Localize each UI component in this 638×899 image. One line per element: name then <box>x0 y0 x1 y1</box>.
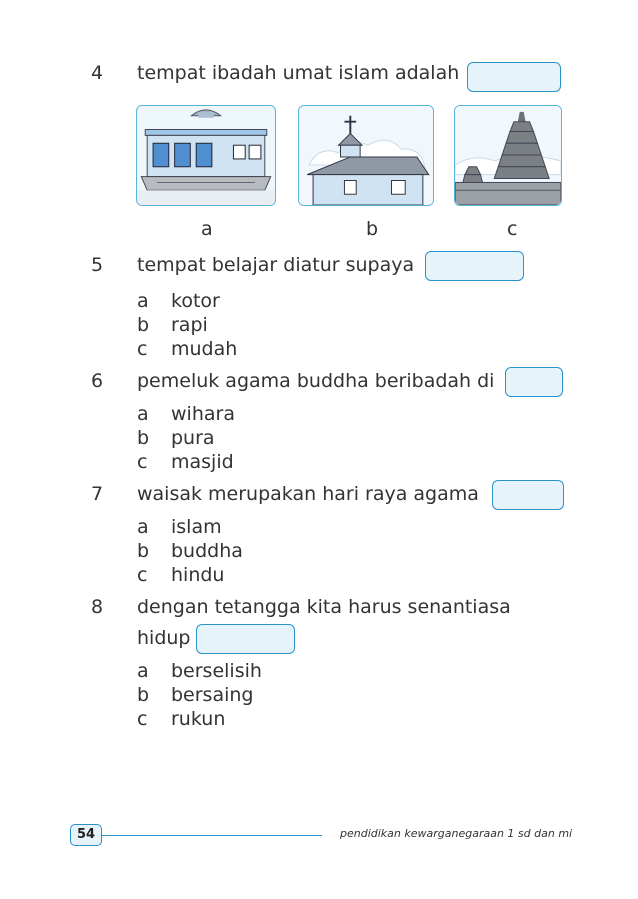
option-letter: b <box>137 314 150 336</box>
answer-box[interactable] <box>505 367 563 397</box>
question-number: 6 <box>91 370 104 392</box>
question-text: pemeluk agama buddha beribadah di <box>137 370 495 392</box>
question-number: 5 <box>91 254 104 276</box>
mosque-image[interactable] <box>136 105 276 206</box>
image-label-a: a <box>201 218 213 240</box>
book-title: pendidikan kewarganegaraan 1 sd dan mi <box>340 827 573 840</box>
answer-box[interactable] <box>467 62 561 92</box>
answer-box[interactable] <box>492 480 564 510</box>
option-text[interactable]: bersaing <box>171 684 254 706</box>
option-text[interactable]: islam <box>171 516 222 538</box>
question-number: 7 <box>91 483 104 505</box>
page-number: 54 <box>70 824 102 846</box>
option-text[interactable]: masjid <box>171 451 234 473</box>
option-letter: a <box>137 660 149 682</box>
answer-box[interactable] <box>196 624 295 654</box>
option-letter: b <box>137 540 150 562</box>
option-text[interactable]: rukun <box>171 708 226 730</box>
option-letter: c <box>137 338 148 360</box>
answer-box[interactable] <box>425 251 524 281</box>
footer-divider <box>102 835 322 836</box>
question-text: tempat ibadah umat islam adalah <box>137 62 460 84</box>
church-image[interactable] <box>298 105 434 206</box>
option-letter: a <box>137 516 149 538</box>
option-text[interactable]: rapi <box>171 314 208 336</box>
question-text-line2: hidup <box>137 627 191 649</box>
mosque-icon <box>137 106 275 205</box>
image-label-b: b <box>366 218 379 240</box>
option-text[interactable]: wihara <box>171 403 235 425</box>
question-number: 8 <box>91 596 104 618</box>
option-letter: a <box>137 403 149 425</box>
pura-icon <box>455 106 561 205</box>
option-text[interactable]: berselisih <box>171 660 262 682</box>
option-letter: a <box>137 290 149 312</box>
question-text: dengan tetangga kita harus senantiasa <box>137 596 511 618</box>
question-number: 4 <box>91 62 104 84</box>
church-icon <box>299 106 433 205</box>
pura-image[interactable] <box>454 105 562 206</box>
option-letter: b <box>137 427 150 449</box>
option-text[interactable]: hindu <box>171 564 225 586</box>
option-text[interactable]: mudah <box>171 338 238 360</box>
option-letter: c <box>137 451 148 473</box>
image-label-c: c <box>507 218 518 240</box>
option-letter: c <box>137 708 148 730</box>
option-letter: c <box>137 564 148 586</box>
question-text: waisak merupakan hari raya agama <box>137 483 479 505</box>
option-text[interactable]: pura <box>171 427 215 449</box>
question-text: tempat belajar diatur supaya <box>137 254 415 276</box>
option-letter: b <box>137 684 150 706</box>
option-text[interactable]: buddha <box>171 540 243 562</box>
option-text[interactable]: kotor <box>171 290 220 312</box>
